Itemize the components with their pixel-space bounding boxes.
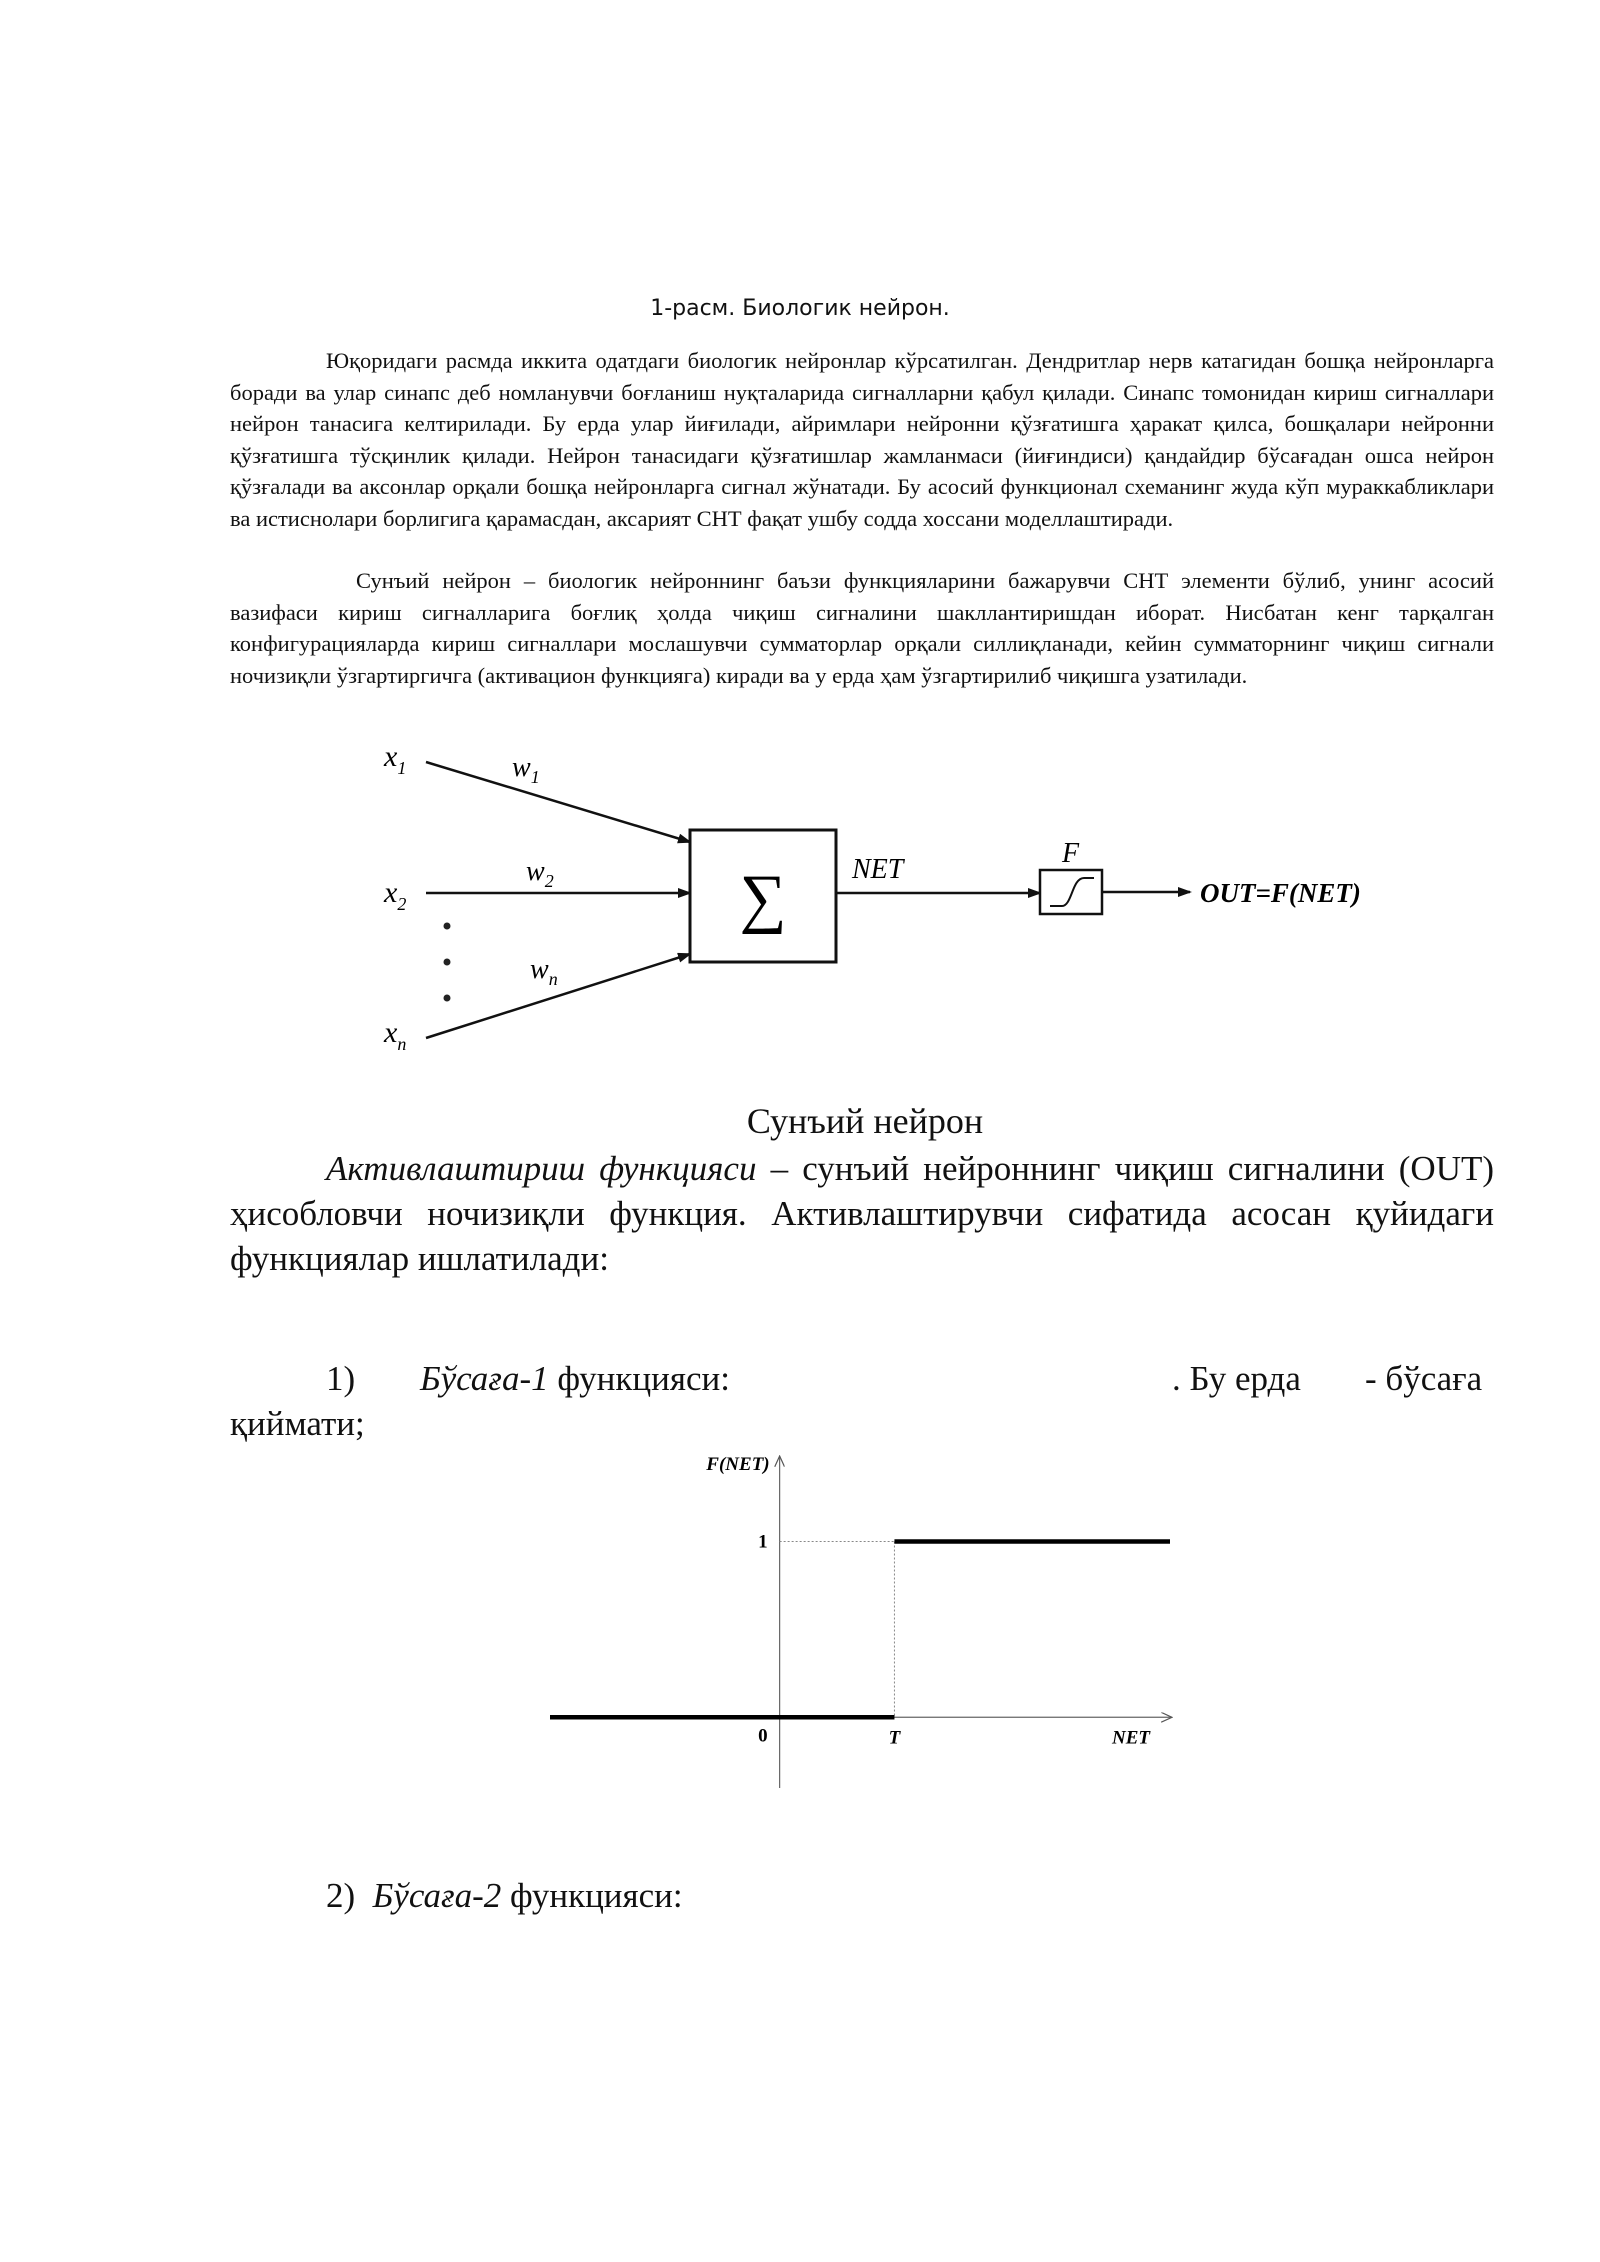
weight-label-w2: $w_2$ bbox=[526, 856, 554, 891]
tick-label-origin: 0 bbox=[758, 1725, 768, 1747]
paragraph-biological-neuron: Юқоридаги расмда иккита одатдаги биологик нейронлар кўрсатилган. Дендритлар нерв катагидан бошқа нейронларга боради ва улар синапс деб номланувчи боғланиш нуқталарида сигналларни қабул қилади. Синапс томонидан кириш сигналлари нейрон танасига келтирилади. Бу ерда улар йиғилади, айримлари нейронни қўзғатишга ҳаракат қилса, бошқалари нейронни қўзғатишга тўсқинлик қилади. Нейрон танасидаги қўзғатишлар жамланмаси (йиғиндиси) қандайдир бўсағадан ошса нейрон қўзғалади ва аксонлар орқали бошқа нейронларга сигнал жўнатади. Бу асосий функционал схеманинг жуда кўп мураккабликлари ва истиснолари борлигига қарамасдан, аксарият СНТ фақат ушбу содда хоссани моделлаштиради. bbox=[230, 348, 1494, 531]
paragraph-artificial-neuron: Сунъий нейрон – биологик нейроннинг баъзи функцияларини бажарувчи СНТ элементи бўлиб, унинг асосий вазифаси кириш сигналларига боғлиқ ҳолда чиқиш сигналини шакллантиришдан иборат. Нисбатан кенг тарқалган конфигурацияларда кириш сигналлари мослашувчи сумматорлар орқали силлиқланади, кейин сумматорнинг чиқиш сигнали ночизиқли ўзгартиргичга (активацион функцияга) киради ва у ерда ҳам ўзгартирилиб чиқишга узатилади. bbox=[230, 568, 1494, 688]
section-title: Сунъий нейрон bbox=[746, 1101, 984, 1141]
item-2 bbox=[326, 1873, 683, 1918]
weight-label-wn: $w_n$ bbox=[530, 954, 558, 989]
definition-term: Активлаштириш функцияси bbox=[326, 1149, 757, 1188]
item-2-number: 2) bbox=[326, 1876, 356, 1915]
figure-caption: 1-расм. Биологик нейрон. bbox=[650, 296, 950, 321]
item-1-tail-threshold: - бўсаға bbox=[1365, 1359, 1483, 1398]
weight-label-w1: $w_1$ bbox=[512, 752, 540, 787]
ellipsis-dot bbox=[444, 923, 451, 930]
tick-label-threshold: T bbox=[888, 1727, 901, 1749]
definition-text: – сунъий нейроннинг чиқиш сигналини (OUT) ҳисобловчи ночизиқли функция. Активлаштирувчи сифатида асосан қуйидаги функциялар ишлатилади: bbox=[230, 1149, 1495, 1278]
net-label: NET bbox=[852, 854, 904, 885]
input-label-x2: $x_2$ bbox=[384, 876, 407, 914]
input-arrow-n bbox=[426, 954, 690, 1038]
x-axis-label: NET bbox=[1112, 1727, 1150, 1749]
item-1-number: 1) bbox=[326, 1359, 356, 1398]
ellipsis-dot bbox=[444, 959, 451, 966]
input-label-xn: $x_n$ bbox=[384, 1016, 407, 1054]
item-1-tail-here: . Бу ерда bbox=[1172, 1359, 1301, 1398]
item-2-word: функцияси: bbox=[501, 1876, 683, 1915]
input-arrow-1 bbox=[426, 762, 690, 842]
item-2-term: Бўсаға-2 bbox=[372, 1876, 502, 1915]
output-label: OUT=F(NET) bbox=[1200, 878, 1361, 908]
item-1-label bbox=[420, 1356, 730, 1401]
item-1-continuation: қиймати; bbox=[230, 1404, 365, 1443]
item-1-word: функцияси: bbox=[548, 1359, 730, 1398]
sum-symbol: ∑ bbox=[739, 862, 787, 935]
activation-box bbox=[1040, 870, 1102, 914]
threshold-function-chart bbox=[540, 1450, 1180, 1790]
artificial-neuron-diagram bbox=[360, 730, 1420, 1070]
activation-label-f: F bbox=[1062, 838, 1080, 869]
ellipsis-dot bbox=[444, 995, 451, 1002]
tick-label-one: 1 bbox=[758, 1531, 768, 1553]
activation-definition bbox=[230, 1146, 1494, 1281]
y-axis-label: F(NET) bbox=[706, 1454, 770, 1475]
item-1-term: Бўсаға-1 bbox=[420, 1359, 549, 1398]
input-label-x1: $x_1$ bbox=[384, 740, 407, 778]
